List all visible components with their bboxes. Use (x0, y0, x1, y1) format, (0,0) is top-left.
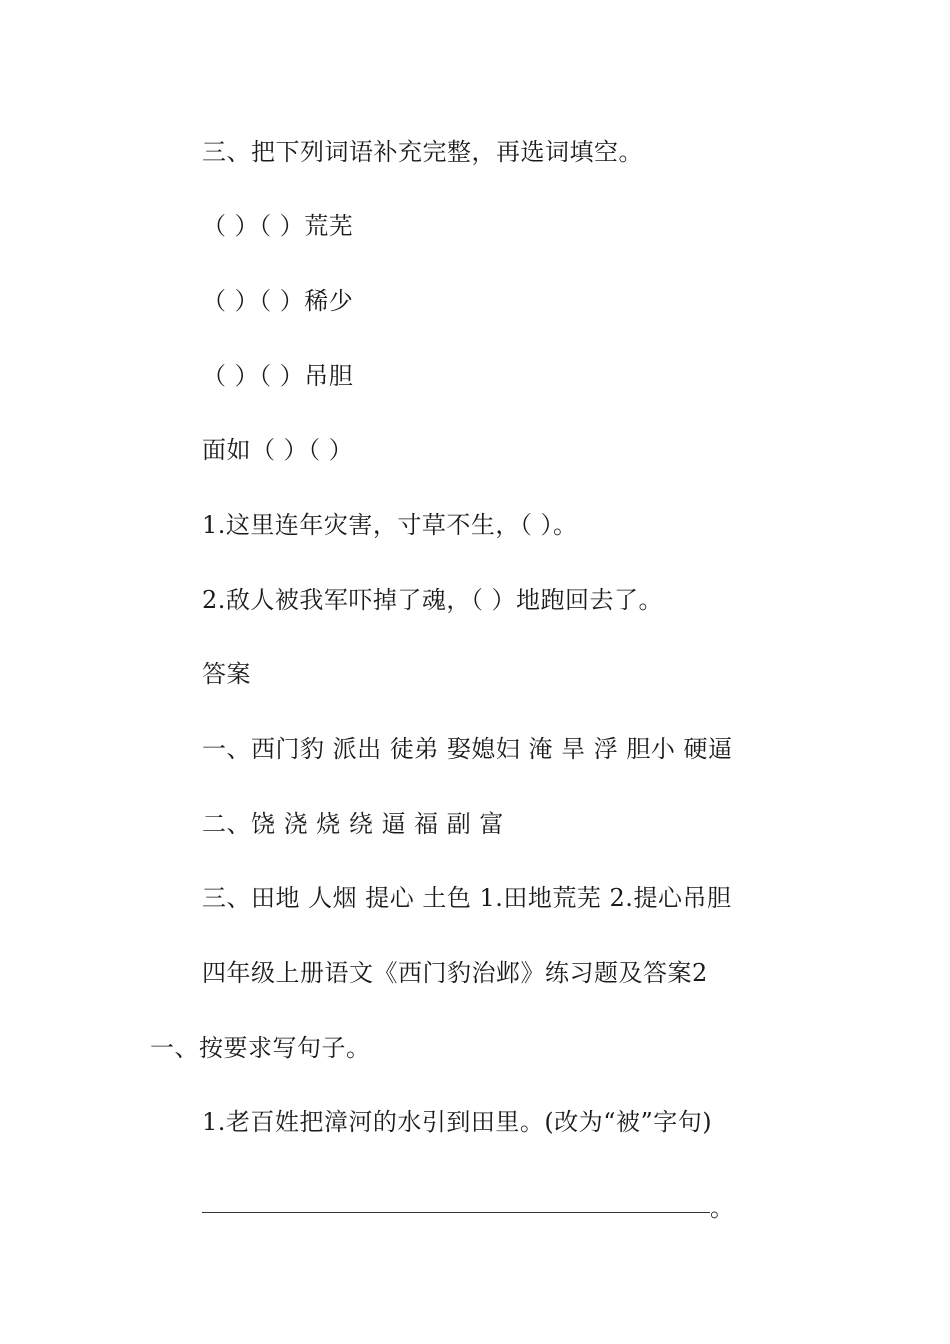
doc-2-title: 四年级上册语文《西门豹治邺》练习题及答案2 (202, 959, 708, 987)
fill-item-1: （ ）（ ）荒芜 (202, 212, 354, 240)
answer-line-2: 二、饶 浇 烧 绕 逼 福 副 富 (202, 810, 504, 838)
answer-line-3: 三、田地 人烟 提心 土色 1.田地荒芜 2.提心吊胆 (202, 884, 732, 912)
answer-blank (202, 1192, 734, 1224)
fill-item-2: （ ）（ ）稀少 (202, 287, 354, 315)
fill-item-4: 面如（ ）（ ） (202, 436, 354, 464)
fill-item-3: （ ）（ ）吊胆 (202, 362, 354, 390)
doc-2-section-1-heading: 一、按要求写句子。 (150, 1034, 371, 1062)
answer-line-1: 一、西门豹 派出 徒弟 娶媳妇 淹 旱 浮 胆小 硬逼 (202, 735, 733, 763)
question-1: 1.这里连年灾害，寸草不生，（ ）。 (202, 511, 578, 539)
question-2: 2.敌人被我军吓掉了魂，（ ）地跑回去了。 (202, 586, 664, 614)
answer-blank-period: 。 (710, 1194, 734, 1222)
answer-blank-rule (202, 1212, 710, 1213)
doc-2-question-1: 1.老百姓把漳河的水引到田里。(改为“被”字句) (202, 1108, 713, 1136)
section-3-heading: 三、把下列词语补充完整，再选词填空。 (202, 138, 643, 166)
answers-title: 答案 (202, 660, 251, 688)
